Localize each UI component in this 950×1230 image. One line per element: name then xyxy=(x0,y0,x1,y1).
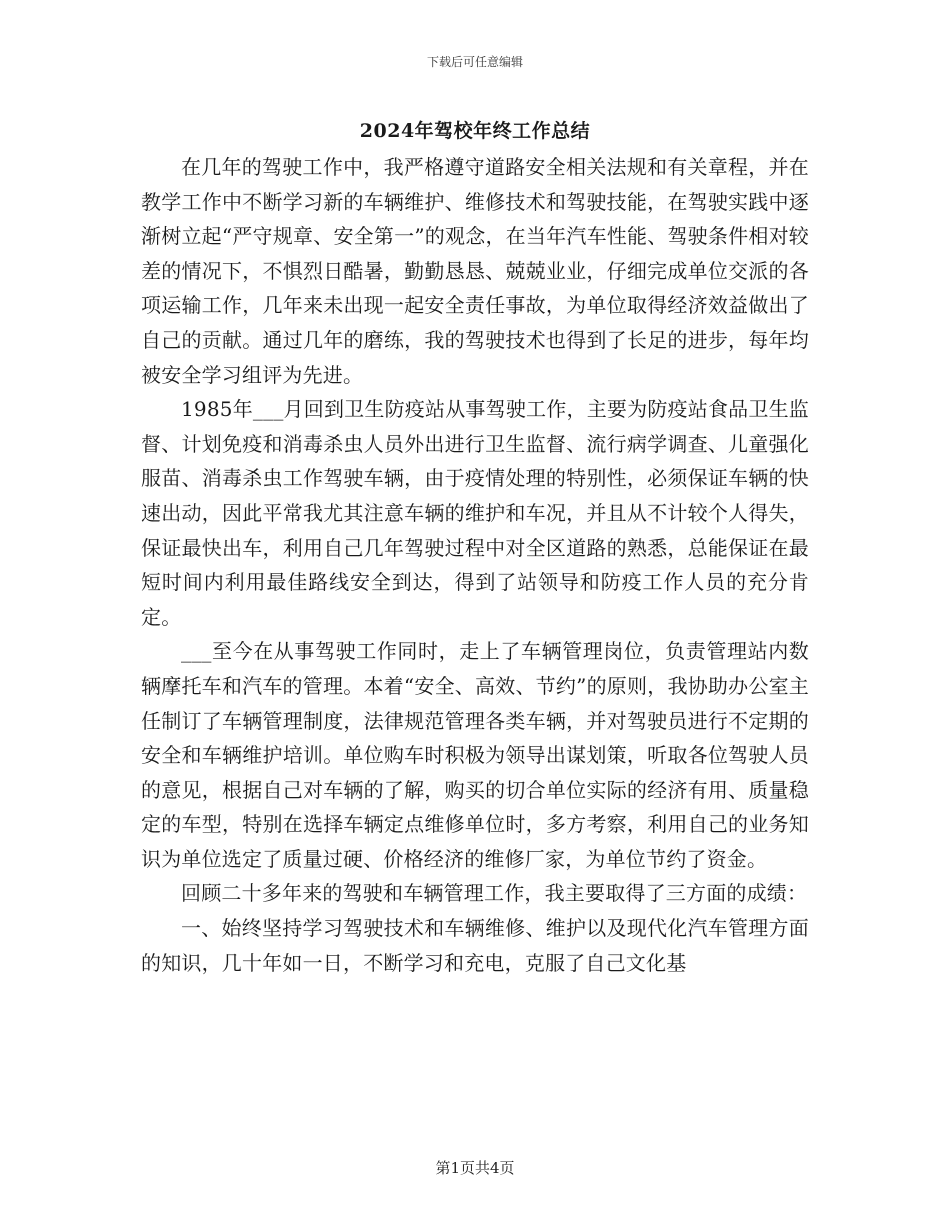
paragraph: 一、始终坚持学习驾驶技术和车辆维修、维护以及现代化汽车管理方面的知识，几十年如一日，不断学习和充电，克服了自己文化基 xyxy=(141,916,809,975)
document-body xyxy=(141,150,809,980)
document-title: 2024年驾校年终工作总结 xyxy=(359,120,591,142)
page-number: 第1页共4页 xyxy=(435,1159,515,1177)
paragraph: 1985年___月回到卫生防疫站从事驾驶工作，主要为防疫站食品卫生监督、计划免疫和消毒杀虫人员外出进行卫生监督、流行病学调查、儿童强化服苗、消毒杀虫工作驾驶车辆，由于疫情处理的特别性，必须保证车辆的快速出动，因此平常我尤其注意车辆的维护和车况，并且从不计较个人得失，保证最快出车，利用自己几年驾驶过程中对全区道路的熟悉，总能保证在最短时间内利用最佳路线安全到达，得到了站领导和防疫工作人员的充分肯定。 xyxy=(141,397,809,629)
paragraph: 在几年的驾驶工作中，我严格遵守道路安全相关法规和有关章程，并在教学工作中不断学习新的车辆维护、维修技术和驾驶技能，在驾驶实践中逐渐树立起“严守规章、安全第一”的观念，在当年汽车性能、驾驶条件相对较差的情况下，不惧烈日酷暑，勤勤恳恳、兢兢业业，仔细完成单位交派的各项运输工作，几年来未出现一起安全责任事故，为单位取得经济效益做出了自己的贡献。通过几年的磨练，我的驾驶技术也得到了长足的进步，每年均被安全学习组评为先进。 xyxy=(141,155,809,387)
paragraph: ___至今在从事驾驶工作同时，走上了车辆管理岗位，负责管理站内数辆摩托车和汽车的管理。本着“安全、高效、节约”的原则，我协助办公室主任制订了车辆管理制度，法律规范管理各类车辆，并对驾驶员进行不定期的安全和车辆维护培训。单位购车时积极为领导出谋划策，听取各位驾驶人员的意见，根据自己对车辆的了解，购买的切合单位实际的经济有用、质量稳定的车型，特别在选择车辆定点维修单位时，多方考察，利用自己的业务知识为单位选定了质量过硬、价格经济的维修厂家，为单位节约了资金。 xyxy=(141,639,809,871)
paragraph: 回顾二十多年来的驾驶和车辆管理工作，我主要取得了三方面的成绩： xyxy=(181,881,808,906)
page-header-note: 下载后可任意编辑 xyxy=(426,55,523,69)
